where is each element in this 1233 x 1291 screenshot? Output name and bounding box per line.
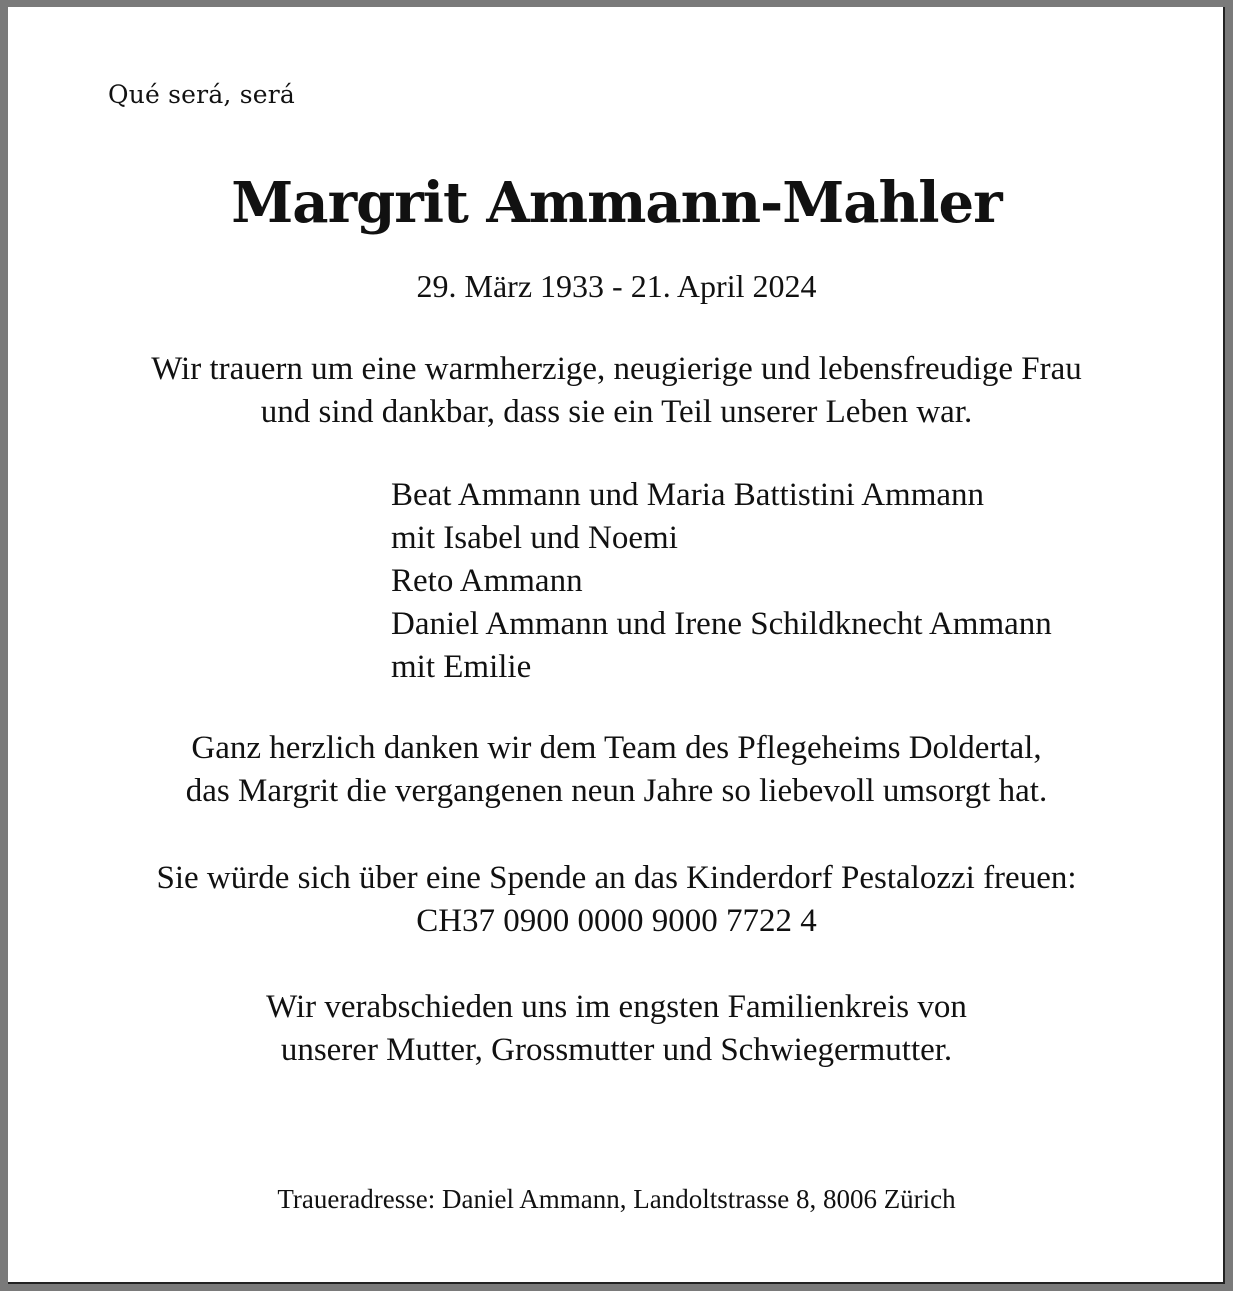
mourning-line: Wir trauern um eine warmherzige, neugierige und lebensfreudige Frau: [151, 351, 1082, 387]
thanks-paragraph: [0, 727, 1233, 813]
donation-line: Sie würde sich über eine Spende an das Kinderdorf Pestalozzi freuen:: [156, 860, 1077, 896]
mourning-paragraph: [0, 348, 1233, 434]
family-line: mit Emilie: [391, 649, 532, 685]
donation-iban: CH37 0900 0000 9000 7722 4: [416, 903, 817, 939]
donation-paragraph: [0, 857, 1233, 943]
deceased-name: Margrit Ammann-Mahler: [231, 170, 1002, 236]
mourning-address: Traueradresse: Daniel Ammann, Landoltstrasse 8, 8006 Zürich: [277, 1184, 956, 1214]
life-dates: 29. März 1933 - 21. April 2024: [416, 268, 817, 304]
farewell-paragraph: [0, 986, 1233, 1072]
family-line: Daniel Ammann und Irene Schildknecht Ammann: [391, 606, 1052, 642]
farewell-line: unserer Mutter, Grossmutter und Schwiegermutter.: [280, 1032, 953, 1068]
family-line: Reto Ammann: [391, 563, 583, 599]
thanks-line: das Margrit die vergangenen neun Jahre so liebevoll umsorgt hat.: [185, 773, 1048, 809]
family-line: Beat Ammann und Maria Battistini Ammann: [391, 477, 985, 513]
family-list: [391, 474, 1052, 689]
family-line: mit Isabel und Noemi: [391, 520, 678, 556]
farewell-line: Wir verabschieden uns im engsten Familienkreis von: [266, 989, 967, 1025]
mourning-line: und sind dankbar, dass sie ein Teil unserer Leben war.: [260, 394, 973, 430]
motto: Qué será, será: [108, 80, 295, 109]
thanks-line: Ganz herzlich danken wir dem Team des Pflegeheims Doldertal,: [191, 730, 1042, 766]
